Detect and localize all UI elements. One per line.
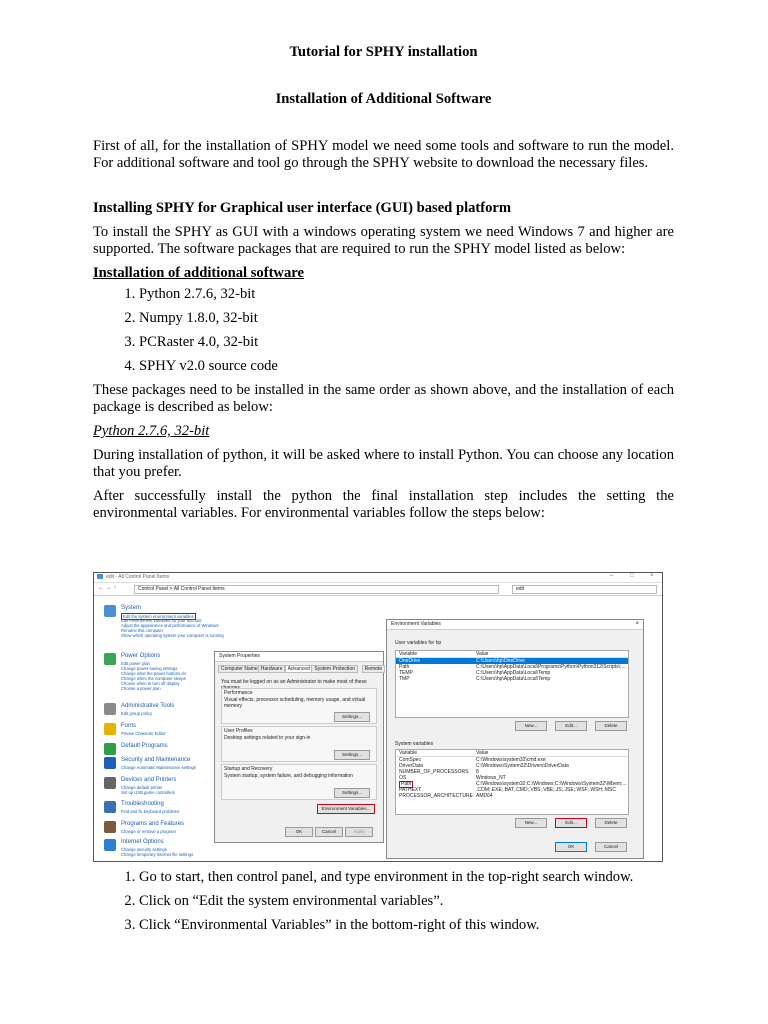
control-panel-link[interactable]: Change when the computer sleeps bbox=[121, 676, 186, 681]
window-titlebar bbox=[94, 573, 662, 583]
control-panel-link[interactable]: Edit environment variables for your account bbox=[121, 618, 202, 623]
nav-arrows-icon[interactable]: ← → ↑ bbox=[98, 585, 117, 591]
variable-cell: Path bbox=[399, 664, 410, 670]
control-panel-heading[interactable]: Programs and Features bbox=[121, 821, 185, 827]
value-cell: .COM;.EXE;.BAT;.CMD;.VBS;.VBE;.JS;.JSE;.WSF;.WSH;.MSC bbox=[476, 787, 616, 793]
steps-list-block bbox=[93, 869, 674, 941]
control-panel-icon bbox=[104, 839, 116, 851]
control-panel-icon bbox=[104, 801, 116, 813]
list-item: 3. Click “Environmental Variables” in the bottom-right of this window. bbox=[139, 917, 674, 934]
tab-hardware[interactable]: Hardware bbox=[258, 665, 286, 673]
close-icon[interactable]: × bbox=[650, 573, 654, 579]
search-input[interactable]: edit bbox=[512, 585, 657, 594]
environment-variables-dialog bbox=[386, 619, 644, 859]
additional-software-heading: Installation of additional software bbox=[93, 265, 304, 281]
control-panel-icon bbox=[104, 653, 116, 665]
apply-button[interactable]: Apply bbox=[345, 827, 373, 837]
control-panel-heading[interactable]: Troubleshooting bbox=[121, 801, 164, 807]
control-panel-icon bbox=[104, 777, 116, 789]
value-cell: C:\Windows\system32\cmd.exe bbox=[476, 757, 546, 763]
variable-cell: ComSpec bbox=[399, 757, 421, 763]
list-item: 3. PCRaster 4.0, 32-bit bbox=[139, 334, 674, 351]
control-panel-link[interactable]: Edit the system environment variables bbox=[123, 614, 194, 619]
value-cell: C:\Users\hp\OneDrive bbox=[476, 658, 525, 664]
list-item: 4. SPHY v2.0 source code bbox=[139, 358, 674, 375]
value-cell: C:\Users\hp\AppData\Local\Temp bbox=[476, 670, 551, 676]
control-panel-link[interactable]: Change default printer bbox=[121, 785, 163, 790]
control-panel-link[interactable]: Change or remove a program bbox=[121, 829, 176, 834]
tab-system-protection[interactable]: System Protection bbox=[311, 665, 358, 673]
close-icon[interactable]: × bbox=[635, 621, 639, 627]
control-panel-icon bbox=[104, 757, 116, 769]
gui-heading: Installing SPHY for Graphical user interface (GUI) based platform bbox=[93, 200, 512, 216]
control-panel-icon bbox=[104, 743, 116, 755]
control-panel-link[interactable]: Change Automatic Maintenance settings bbox=[121, 765, 196, 770]
table-header bbox=[396, 651, 628, 658]
system-edit-button[interactable]: Edit... bbox=[555, 818, 587, 828]
maximize-icon[interactable]: □ bbox=[630, 573, 634, 579]
document-subtitle: Installation of Additional Software bbox=[275, 91, 492, 107]
control-panel-link[interactable]: Find and fix keyboard problems bbox=[121, 809, 180, 814]
window-icon bbox=[97, 574, 103, 579]
variable-cell: DriverData bbox=[399, 763, 423, 769]
gui-paragraph: To install the SPHY as GUI with a windows operating system we need Windows 7 and higher are supported. The software packages that are required to run the SPHY model listed as below: bbox=[93, 224, 674, 257]
performance-group bbox=[221, 688, 377, 724]
steps-list bbox=[93, 869, 674, 934]
control-panel-heading[interactable]: Internet Options bbox=[121, 839, 164, 845]
tab-remote[interactable]: Remote bbox=[362, 665, 386, 673]
order-paragraph: These packages need to be installed in the same order as shown above, and the installation of each package is described as below: bbox=[93, 382, 674, 415]
value-cell: AMD64 bbox=[476, 793, 493, 799]
variable-cell: PROCESSOR_ARCHITECTURE bbox=[399, 793, 473, 799]
list-item: 2. Numpy 1.8.0, 32-bit bbox=[139, 310, 674, 327]
dialog-title: Environment Variables bbox=[387, 620, 643, 630]
control-panel-link[interactable]: Change temporary Internet file settings bbox=[121, 852, 194, 857]
value-cell: C:\Users\hp\AppData\Local\Temp bbox=[476, 676, 551, 682]
system-new-button[interactable]: New... bbox=[515, 818, 547, 828]
env-paragraph: After successfully install the python the final installation step includes the setting the environmental variables. For environmental variables follow the steps below: bbox=[93, 488, 674, 521]
control-panel-heading[interactable]: Administrative Tools bbox=[121, 703, 175, 709]
dialog-title: System Properties bbox=[215, 652, 383, 662]
list-item: 2. Click on “Edit the system environmental variables”. bbox=[139, 893, 674, 910]
ok-button[interactable]: OK bbox=[285, 827, 313, 837]
performance-settings-button[interactable]: Settings... bbox=[334, 712, 370, 722]
control-panel-link[interactable]: Choose when to turn off display bbox=[121, 681, 180, 686]
document-body bbox=[93, 40, 674, 522]
control-panel-link[interactable]: Show which operating system your computer is running bbox=[121, 633, 224, 638]
user-new-button[interactable]: New... bbox=[515, 721, 547, 731]
control-panel-link[interactable]: Adjust the appearance and performance of Windows bbox=[121, 623, 219, 628]
control-panel-heading[interactable]: Security and Maintenance bbox=[121, 757, 191, 763]
window-title: edit - All Control Panel Items bbox=[106, 574, 170, 580]
user-delete-button[interactable]: Delete bbox=[595, 721, 627, 731]
variable-cell: OS bbox=[399, 775, 407, 781]
tab-computer-name[interactable]: Computer Name bbox=[218, 665, 261, 673]
tab-advanced[interactable]: Advanced bbox=[285, 665, 313, 673]
environment-variables-button[interactable]: Environment Variables... bbox=[317, 804, 375, 814]
variable-cell: TEMP bbox=[399, 670, 413, 676]
variable-cell: OneDrive bbox=[399, 658, 421, 664]
user-profiles-group bbox=[221, 726, 377, 762]
user-profiles-text: Desktop settings related to your sign-in bbox=[224, 735, 311, 741]
intro-paragraph: First of all, for the installation of SPHY model we need some tools and software to run the model. For additional software and tool go through the SPHY website to download the necessary files. bbox=[93, 138, 674, 171]
startup-label: Startup and Recovery bbox=[224, 766, 273, 772]
control-panel-heading[interactable]: Default Programs bbox=[121, 743, 168, 749]
value-cell: C:\Users\hp\AppData\Local\Programs\Python\Python312\Scripts\;... bbox=[476, 664, 626, 670]
table-header bbox=[396, 750, 628, 757]
admin-note: You must be logged on as an Administrator to make most of these bbox=[221, 679, 367, 685]
performance-label: Performance bbox=[224, 690, 253, 696]
user-variables-table[interactable] bbox=[395, 650, 629, 718]
startup-group bbox=[221, 764, 377, 800]
value-cell: 8 bbox=[476, 769, 479, 775]
control-panel-link[interactable]: Edit group policy bbox=[121, 711, 152, 716]
control-panel-link[interactable]: Rename this computer bbox=[121, 628, 164, 633]
cancel-button[interactable]: Cancel bbox=[595, 842, 627, 852]
control-panel-link[interactable]: Change power-saving settings bbox=[121, 666, 178, 671]
column-header-value: Value bbox=[476, 750, 489, 756]
system-delete-button[interactable]: Delete bbox=[595, 818, 627, 828]
table-row[interactable] bbox=[396, 676, 628, 682]
variable-cell: PATHEXT bbox=[399, 787, 422, 793]
control-panel-heading[interactable]: Devices and Printers bbox=[121, 777, 177, 783]
system-variables-table[interactable] bbox=[395, 749, 629, 815]
control-panel-heading[interactable]: Fonts bbox=[121, 723, 137, 729]
list-item: 1. Go to start, then control panel, and type environment in the top-right search window. bbox=[139, 869, 674, 886]
control-panel-icon bbox=[104, 605, 116, 617]
startup-settings-button[interactable]: Settings... bbox=[334, 788, 370, 798]
software-list bbox=[93, 286, 674, 375]
user-variables-label: User variables for hp bbox=[395, 640, 442, 646]
column-header-value: Value bbox=[476, 651, 489, 657]
document-title: Tutorial for SPHY installation bbox=[289, 44, 478, 60]
python-paragraph: During installation of python, it will be asked where to install Python. You can choose any location that you prefer. bbox=[93, 447, 674, 480]
control-panel-icon bbox=[104, 703, 116, 715]
ok-button[interactable]: OK bbox=[555, 842, 587, 852]
user-edit-button[interactable]: Edit... bbox=[555, 721, 587, 731]
variable-cell: Path bbox=[401, 781, 412, 787]
control-panel-heading[interactable]: Power Options bbox=[121, 653, 161, 659]
control-panel-heading[interactable]: System bbox=[121, 605, 142, 611]
control-panel-link[interactable]: Edit power plan bbox=[121, 661, 150, 666]
list-item: 1. Python 2.7.6, 32-bit bbox=[139, 286, 674, 303]
value-cell: Windows_NT bbox=[476, 775, 506, 781]
control-panel-link[interactable]: Change what the power buttons do bbox=[121, 671, 186, 676]
variable-cell: TMP bbox=[399, 676, 410, 682]
cancel-button[interactable]: Cancel bbox=[315, 827, 343, 837]
system-variables-label: System variables bbox=[395, 741, 434, 747]
variable-cell: NUMBER_OF_PROCESSORS bbox=[399, 769, 469, 775]
startup-text: System startup, system failure, and debugging information bbox=[224, 773, 353, 779]
minimize-icon[interactable]: – bbox=[610, 573, 614, 579]
user-profiles-label: User Profiles bbox=[224, 728, 253, 734]
value-cell: C:\Windows\System32\Drivers\DriverData bbox=[476, 763, 569, 769]
user-profiles-settings-button[interactable]: Settings... bbox=[334, 750, 370, 760]
column-header-variable: Variable bbox=[399, 651, 417, 657]
address-bar bbox=[94, 583, 662, 596]
control-panel-screenshot bbox=[93, 572, 663, 862]
table-row[interactable] bbox=[396, 793, 628, 799]
control-panel-icon bbox=[104, 723, 116, 735]
control-panel-link[interactable]: Private Character Editor bbox=[121, 731, 166, 736]
python-heading: Python 2.7.6, 32-bit bbox=[93, 423, 210, 439]
performance-text: Visual effects, processor scheduling, memory usage, and virtual memory bbox=[224, 697, 366, 709]
system-properties-dialog bbox=[214, 651, 384, 843]
address-input[interactable]: Control Panel > All Control Panel Items bbox=[134, 585, 499, 594]
column-header-variable: Variable bbox=[399, 750, 417, 756]
control-panel-link[interactable]: Set up USB game controllers bbox=[121, 790, 175, 795]
value-cell: C:\Windows\system32;C:\Windows;C:\Windows\System32\Wbem;... bbox=[476, 781, 627, 787]
control-panel-link[interactable]: Change security settings bbox=[121, 847, 167, 852]
control-panel-icon bbox=[104, 821, 116, 833]
control-panel-link[interactable]: Choose a power plan bbox=[121, 686, 161, 691]
